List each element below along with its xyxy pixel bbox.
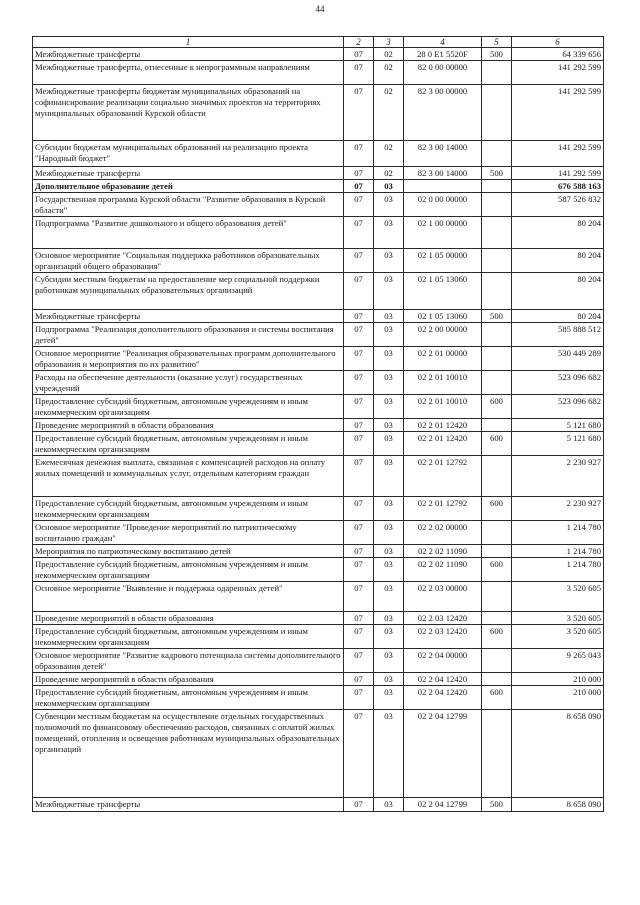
row-amount-cell: 3 520 605 [512,612,604,625]
row-amount-cell: 5 121 680 [512,419,604,432]
table-row [33,545,604,558]
header-cell-1: 1 [33,37,344,48]
row-expense-type-cell [482,85,512,141]
row-target-article-cell: 82 3 00 14000 [404,141,482,167]
row-section-cell: 07 [344,141,374,167]
row-expense-type-cell [482,612,512,625]
row-expense-type-cell: 600 [482,686,512,710]
row-subsection-cell: 03 [374,217,404,249]
row-amount-cell: 64 339 656 [512,48,604,61]
table-row [33,395,604,419]
table-row [33,686,604,710]
row-subsection-cell: 03 [374,193,404,217]
row-name-cell: Основное мероприятие "Развитие кадрового потенциала системы дополнительного образования детей" [33,649,344,673]
row-section-cell: 07 [344,347,374,371]
row-subsection-cell: 03 [374,395,404,419]
row-target-article-cell: 02 0 00 00000 [404,193,482,217]
row-section-cell: 07 [344,612,374,625]
row-name-cell: Основное мероприятие "Социальная поддержка работников образовательных организаций общего образования" [33,249,344,273]
row-subsection-cell: 02 [374,61,404,85]
row-target-article-cell: 02 2 01 12420 [404,432,482,456]
row-subsection-cell: 03 [374,710,404,798]
row-section-cell: 07 [344,61,374,85]
table-row [33,456,604,497]
row-amount-cell: 8 658 090 [512,710,604,798]
row-target-article-cell [404,180,482,193]
row-name-cell: Межбюджетные трансферты бюджетам муниципальных образований на софинансирование реализации социально значимых проектов на территориях муниципальных образований Курской области [33,85,344,141]
row-target-article-cell: 02 2 01 10010 [404,395,482,419]
row-target-article-cell: 02 1 05 13060 [404,310,482,323]
row-amount-cell: 141 292 599 [512,141,604,167]
row-subsection-cell: 02 [374,48,404,61]
row-target-article-cell: 02 2 01 10010 [404,371,482,395]
row-expense-type-cell [482,456,512,497]
row-expense-type-cell [482,347,512,371]
row-expense-type-cell: 500 [482,167,512,180]
row-section-cell: 07 [344,395,374,419]
row-section-cell: 07 [344,710,374,798]
row-section-cell: 07 [344,180,374,193]
table-row [33,310,604,323]
row-section-cell: 07 [344,167,374,180]
row-expense-type-cell [482,61,512,85]
row-name-cell: Субвенции местным бюджетам на осуществление отдельных государственных полномочий по финансовому обеспечению расходов, связанных с оплатой жилых помещений, отопления и освещения работникам муниципальных образовательных организаций [33,710,344,798]
row-amount-cell: 8 658 090 [512,798,604,812]
row-target-article-cell: 02 1 05 13060 [404,273,482,310]
table-row [33,371,604,395]
row-name-cell: Расходы на обеспечение деятельности (оказание услуг) государственных учреждений [33,371,344,395]
row-name-cell: Субсидии бюджетам муниципальных образований на реализацию проекта "Народный бюджет" [33,141,344,167]
row-name-cell: Межбюджетные трансферты [33,48,344,61]
row-amount-cell: 141 292 599 [512,167,604,180]
row-amount-cell: 210 000 [512,673,604,686]
table-row [33,649,604,673]
row-target-article-cell: 82 3 00 14000 [404,167,482,180]
row-section-cell: 07 [344,521,374,545]
header-cell-3: 3 [374,37,404,48]
header-cell-6: 6 [512,37,604,48]
row-expense-type-cell [482,649,512,673]
row-target-article-cell: 02 1 00 00000 [404,217,482,249]
row-target-article-cell: 02 2 03 12420 [404,612,482,625]
row-name-cell: Предоставление субсидий бюджетным, автономным учреждениям и иным некоммерческим организациям [33,558,344,582]
row-section-cell: 07 [344,582,374,612]
row-subsection-cell: 03 [374,673,404,686]
table-row [33,180,604,193]
row-section-cell: 07 [344,273,374,310]
row-subsection-cell: 03 [374,798,404,812]
row-amount-cell: 210 000 [512,686,604,710]
row-target-article-cell: 02 2 01 12792 [404,456,482,497]
row-section-cell: 07 [344,193,374,217]
row-section-cell: 07 [344,798,374,812]
row-amount-cell: 3 520 605 [512,625,604,649]
row-expense-type-cell [482,673,512,686]
row-amount-cell: 585 888 512 [512,323,604,347]
row-section-cell: 07 [344,686,374,710]
table-row [33,612,604,625]
row-target-article-cell: 02 2 02 11090 [404,558,482,582]
header-cell-5: 5 [482,37,512,48]
row-target-article-cell: 02 2 03 12420 [404,625,482,649]
row-expense-type-cell: 600 [482,625,512,649]
row-subsection-cell: 02 [374,141,404,167]
row-expense-type-cell [482,249,512,273]
row-amount-cell: 676 588 163 [512,180,604,193]
row-target-article-cell: 02 2 04 12799 [404,710,482,798]
row-amount-cell: 2 230 927 [512,456,604,497]
table-row [33,432,604,456]
row-name-cell: Проведение мероприятий в области образования [33,612,344,625]
row-subsection-cell: 03 [374,419,404,432]
row-subsection-cell: 03 [374,273,404,310]
row-amount-cell: 1 214 780 [512,558,604,582]
row-target-article-cell: 28 0 E1 5520F [404,48,482,61]
row-subsection-cell: 03 [374,310,404,323]
row-section-cell: 07 [344,673,374,686]
row-target-article-cell: 02 2 01 12420 [404,419,482,432]
row-name-cell: Предоставление субсидий бюджетным, автономным учреждениям и иным некоммерческим организациям [33,497,344,521]
table-header-row [33,37,604,48]
row-name-cell: Проведение мероприятий в области образования [33,673,344,686]
row-section-cell: 07 [344,371,374,395]
row-amount-cell: 80 204 [512,273,604,310]
row-expense-type-cell [482,545,512,558]
row-expense-type-cell [482,371,512,395]
table-row [33,521,604,545]
table-row [33,798,604,812]
row-name-cell: Межбюджетные трансферты [33,310,344,323]
row-expense-type-cell [482,141,512,167]
table-row [33,673,604,686]
row-name-cell: Предоставление субсидий бюджетным, автономным учреждениям и иным некоммерческим организациям [33,432,344,456]
row-amount-cell: 141 292 599 [512,61,604,85]
row-name-cell: Межбюджетные трансферты [33,798,344,812]
row-amount-cell: 1 214 780 [512,521,604,545]
row-subsection-cell: 03 [374,249,404,273]
row-section-cell: 07 [344,419,374,432]
row-subsection-cell: 02 [374,167,404,180]
row-target-article-cell: 82 3 00 00000 [404,85,482,141]
row-name-cell: Межбюджетные трансферты [33,167,344,180]
page-number: 44 [315,4,325,14]
table-row [33,323,604,347]
row-amount-cell: 523 096 682 [512,395,604,419]
row-target-article-cell: 02 2 04 12799 [404,798,482,812]
row-subsection-cell: 03 [374,558,404,582]
table-row [33,217,604,249]
row-target-article-cell: 82 0 00 00000 [404,61,482,85]
row-target-article-cell: 02 2 03 00000 [404,582,482,612]
row-expense-type-cell: 600 [482,395,512,419]
row-section-cell: 07 [344,558,374,582]
row-section-cell: 07 [344,48,374,61]
row-target-article-cell: 02 1 05 00000 [404,249,482,273]
row-name-cell: Основное мероприятие "Выявление и поддержка одаренных детей" [33,582,344,612]
row-expense-type-cell [482,273,512,310]
row-expense-type-cell: 600 [482,558,512,582]
table-row [33,625,604,649]
row-target-article-cell: 02 2 00 00000 [404,323,482,347]
row-section-cell: 07 [344,625,374,649]
row-amount-cell: 9 265 043 [512,649,604,673]
row-subsection-cell: 03 [374,545,404,558]
table-row [33,141,604,167]
row-expense-type-cell [482,521,512,545]
row-subsection-cell: 03 [374,612,404,625]
row-name-cell: Предоставление субсидий бюджетным, автономным учреждениям и иным некоммерческим организациям [33,686,344,710]
row-target-article-cell: 02 2 04 00000 [404,649,482,673]
row-amount-cell: 523 096 682 [512,371,604,395]
row-section-cell: 07 [344,432,374,456]
table-row [33,61,604,85]
header-cell-2: 2 [344,37,374,48]
row-subsection-cell: 03 [374,323,404,347]
table-row [33,167,604,180]
row-section-cell: 07 [344,217,374,249]
row-target-article-cell: 02 2 04 12420 [404,686,482,710]
row-section-cell: 07 [344,85,374,141]
row-amount-cell: 5 121 680 [512,432,604,456]
row-expense-type-cell [482,323,512,347]
row-expense-type-cell [482,193,512,217]
row-amount-cell: 1 214 780 [512,545,604,558]
row-amount-cell: 80 204 [512,310,604,323]
table-row [33,582,604,612]
row-name-cell: Основное мероприятие "Проведение мероприятий по патриотическому воспитанию граждан" [33,521,344,545]
table-row [33,85,604,141]
row-expense-type-cell [482,710,512,798]
row-amount-cell: 3 520 605 [512,582,604,612]
row-target-article-cell: 02 2 01 00000 [404,347,482,371]
row-section-cell: 07 [344,323,374,347]
row-amount-cell: 80 204 [512,249,604,273]
row-section-cell: 07 [344,310,374,323]
table-row [33,710,604,798]
row-subsection-cell: 03 [374,649,404,673]
row-section-cell: 07 [344,649,374,673]
row-expense-type-cell: 600 [482,432,512,456]
row-subsection-cell: 03 [374,582,404,612]
row-expense-type-cell: 600 [482,497,512,521]
row-amount-cell: 141 292 599 [512,85,604,141]
row-subsection-cell: 03 [374,347,404,371]
table-row [33,249,604,273]
row-name-cell: Основное мероприятие "Реализация образовательных программ дополнительного образования и мероприятия по их развитию" [33,347,344,371]
row-expense-type-cell [482,217,512,249]
header-cell-4: 4 [404,37,482,48]
row-section-cell: 07 [344,456,374,497]
row-amount-cell: 587 526 832 [512,193,604,217]
row-name-cell: Дополнительное образование детей [33,180,344,193]
row-target-article-cell: 02 2 04 12420 [404,673,482,686]
row-subsection-cell: 03 [374,456,404,497]
row-expense-type-cell: 500 [482,48,512,61]
row-name-cell: Ежемесячная денежная выплата, связанная с компенсацией расходов на оплату жилых помещений и коммунальных услуг, отдельным категориям граждан [33,456,344,497]
row-subsection-cell: 03 [374,625,404,649]
row-expense-type-cell: 500 [482,310,512,323]
row-amount-cell: 80 204 [512,217,604,249]
table-row [33,347,604,371]
row-expense-type-cell [482,180,512,193]
row-name-cell: Мероприятия по патриотическому воспитанию детей [33,545,344,558]
row-subsection-cell: 03 [374,371,404,395]
row-target-article-cell: 02 2 01 12792 [404,497,482,521]
row-name-cell: Подпрограмма "Реализация дополнительного образования и системы воспитания детей" [33,323,344,347]
row-expense-type-cell [482,582,512,612]
row-expense-type-cell [482,419,512,432]
budget-table [32,36,604,812]
table-row [33,48,604,61]
table-row [33,193,604,217]
row-subsection-cell: 03 [374,686,404,710]
row-name-cell: Предоставление субсидий бюджетным, автономным учреждениям и иным некоммерческим организациям [33,625,344,649]
row-subsection-cell: 03 [374,521,404,545]
row-section-cell: 07 [344,497,374,521]
row-name-cell: Государственная программа Курской области "Развитие образования в Курской области" [33,193,344,217]
row-subsection-cell: 03 [374,432,404,456]
row-subsection-cell: 03 [374,497,404,521]
row-name-cell: Межбюджетные трансферты, отнесенные к непрограммным направлениям [33,61,344,85]
table-row [33,558,604,582]
table-row [33,273,604,310]
row-amount-cell: 2 230 927 [512,497,604,521]
row-name-cell: Проведение мероприятий в области образования [33,419,344,432]
row-amount-cell: 530 449 289 [512,347,604,371]
row-name-cell: Предоставление субсидий бюджетным, автономным учреждениям и иным некоммерческим организациям [33,395,344,419]
row-expense-type-cell: 500 [482,798,512,812]
row-subsection-cell: 03 [374,180,404,193]
row-target-article-cell: 02 2 02 11090 [404,545,482,558]
table-row [33,419,604,432]
row-target-article-cell: 02 2 02 00000 [404,521,482,545]
row-section-cell: 07 [344,545,374,558]
row-subsection-cell: 02 [374,85,404,141]
row-name-cell: Субсидии местным бюджетам на предоставление мер социальной поддержки работникам муниципальных образовательных организаций [33,273,344,310]
row-section-cell: 07 [344,249,374,273]
row-name-cell: Подпрограмма "Развитие дошкольного и общего образования детей" [33,217,344,249]
table-row [33,497,604,521]
